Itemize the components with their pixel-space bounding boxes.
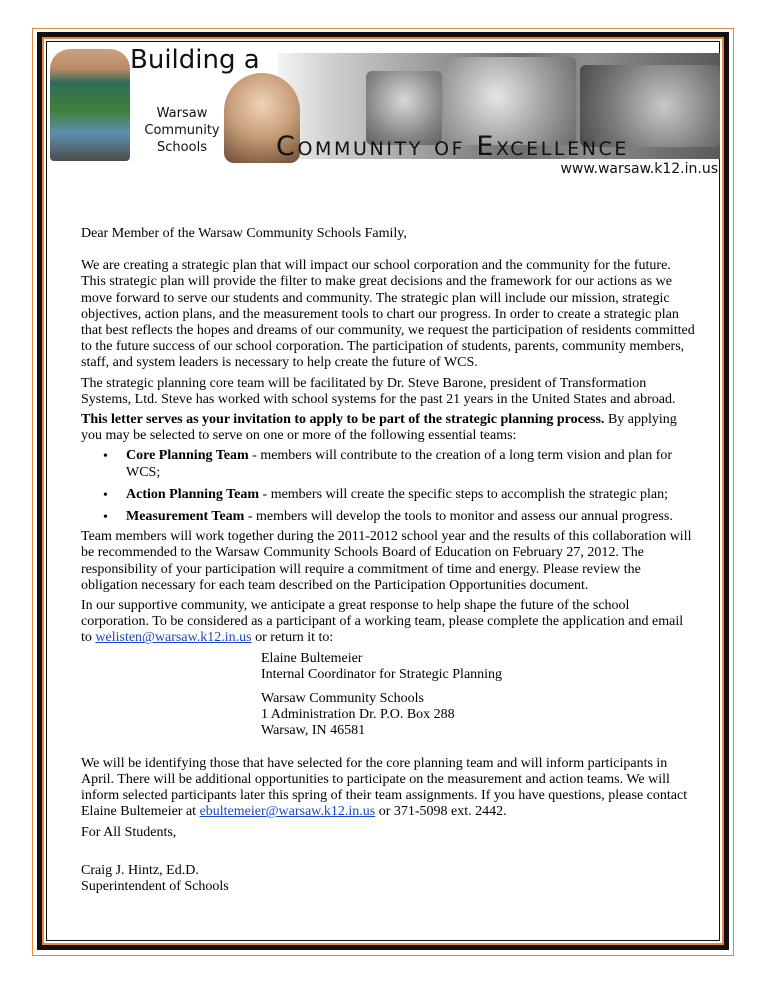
list-item bbox=[81, 509, 695, 525]
list-item bbox=[81, 448, 695, 480]
salutation: Dear Member of the Warsaw Community Schools Family, bbox=[81, 226, 407, 241]
invitation-rest: By applying you may be selected to serve on one or more of the following essential teams: bbox=[81, 412, 677, 444]
team-name: Core Planning Team bbox=[126, 448, 249, 464]
banner-school-line1: Warsaw bbox=[156, 106, 208, 121]
followup-text: We will be identifying those that have selected for the core planning team and will inform participants in April. There will be additional opportunities to participate on the measurement and action teams. We will inform selected participants later this spring of their team assignments. If you have questions, please contact Elaine Bultemeier at bbox=[81, 755, 688, 820]
signer-name: Craig J. Hintz, Ed.D. bbox=[81, 862, 199, 878]
letter-body bbox=[81, 226, 695, 895]
contact-block bbox=[81, 651, 695, 683]
paragraph-intro: We are creating a strategic plan that will impact our school corporation and the community for the future. This strategic plan will provide the filter to make great decisions and the framework for our actions as we move forward to serve our students and community. The strategic plan will include our mission, strategic objectives, action plans, and the measurement tools to chart our progress. In order to create a strategic plan that best reflects the hopes and dreams of our community, we request the participation of residents committed to the future success of our school corporation. The participation of students, parents, community members, staff, and system leaders is necessary to help create the future of WCS. bbox=[81, 258, 695, 371]
banner-title: Building a bbox=[130, 45, 260, 75]
paragraph-timeline: Team members will work together during the 2011-2012 school year and the results of this collaboration will be recommended to the Warsaw Community Schools Board of Education on February 27, 2012. The responsibility of your participation will require a commitment of time and energy. Please review the obligation necessary for each team described on the Participation Opportunities document. bbox=[81, 529, 692, 593]
address-block bbox=[81, 691, 695, 740]
closing: For All Students, bbox=[81, 824, 177, 840]
team-desc: - members will develop the tools to monitor and assess our annual progress. bbox=[244, 509, 673, 525]
team-name: Measurement Team bbox=[126, 509, 245, 525]
paragraph-invitation bbox=[81, 412, 695, 444]
contact-name: Elaine Bultemeier bbox=[261, 650, 363, 666]
email-link-ebultemeier[interactable]: ebultemeier@warsaw.k12.in.us bbox=[199, 804, 376, 820]
paragraph-followup bbox=[81, 756, 695, 821]
paragraph-facilitator: The strategic planning core team will be facilitated by Dr. Steve Barone, president of Transformation Systems, Ltd. Steve has worked with school systems for the past 21 years in the United States and abroad. bbox=[81, 375, 676, 407]
address-street: 1 Administration Dr. P.O. Box 288 bbox=[261, 707, 455, 723]
apply-text: In our supportive community, we anticipate a great response to help shape the future of the school corporation. To be considered as a participant of a working team, please complete the application and email to bbox=[81, 598, 684, 646]
team-list bbox=[81, 448, 695, 525]
banner-school-line2: Community bbox=[144, 123, 220, 138]
signer-title: Superintendent of Schools bbox=[81, 878, 229, 894]
paragraph-apply bbox=[81, 598, 695, 647]
contact-title: Internal Coordinator for Strategic Planning bbox=[261, 666, 503, 682]
team-desc: - members will create the specific steps to accomplish the strategic plan; bbox=[259, 486, 668, 502]
address-city: Warsaw, IN 46581 bbox=[261, 723, 366, 739]
banner-tagline bbox=[276, 131, 629, 162]
invitation-bold: This letter serves as your invitation to apply to be part of the strategic planning process. bbox=[81, 412, 605, 428]
banner-school-line3: Schools bbox=[157, 140, 207, 155]
followup-text-end: or 371-5098 ext. 2442. bbox=[375, 804, 507, 820]
list-item bbox=[81, 487, 695, 503]
photo-students-standing bbox=[50, 49, 130, 161]
banner-tagline-text: Community of Excellence bbox=[276, 131, 630, 162]
team-desc: - members will contribute to the creation of a long term vision and plan for WCS; bbox=[126, 448, 673, 480]
letterhead-banner bbox=[48, 43, 720, 185]
email-link-welisten[interactable]: welisten@warsaw.k12.in.us bbox=[95, 630, 252, 646]
banner-url: www.warsaw.k12.in.us bbox=[560, 161, 718, 177]
address-org: Warsaw Community Schools bbox=[261, 691, 424, 707]
banner-school-name bbox=[132, 105, 232, 156]
team-name: Action Planning Team bbox=[126, 486, 260, 502]
apply-text-end: or return it to: bbox=[251, 630, 334, 646]
